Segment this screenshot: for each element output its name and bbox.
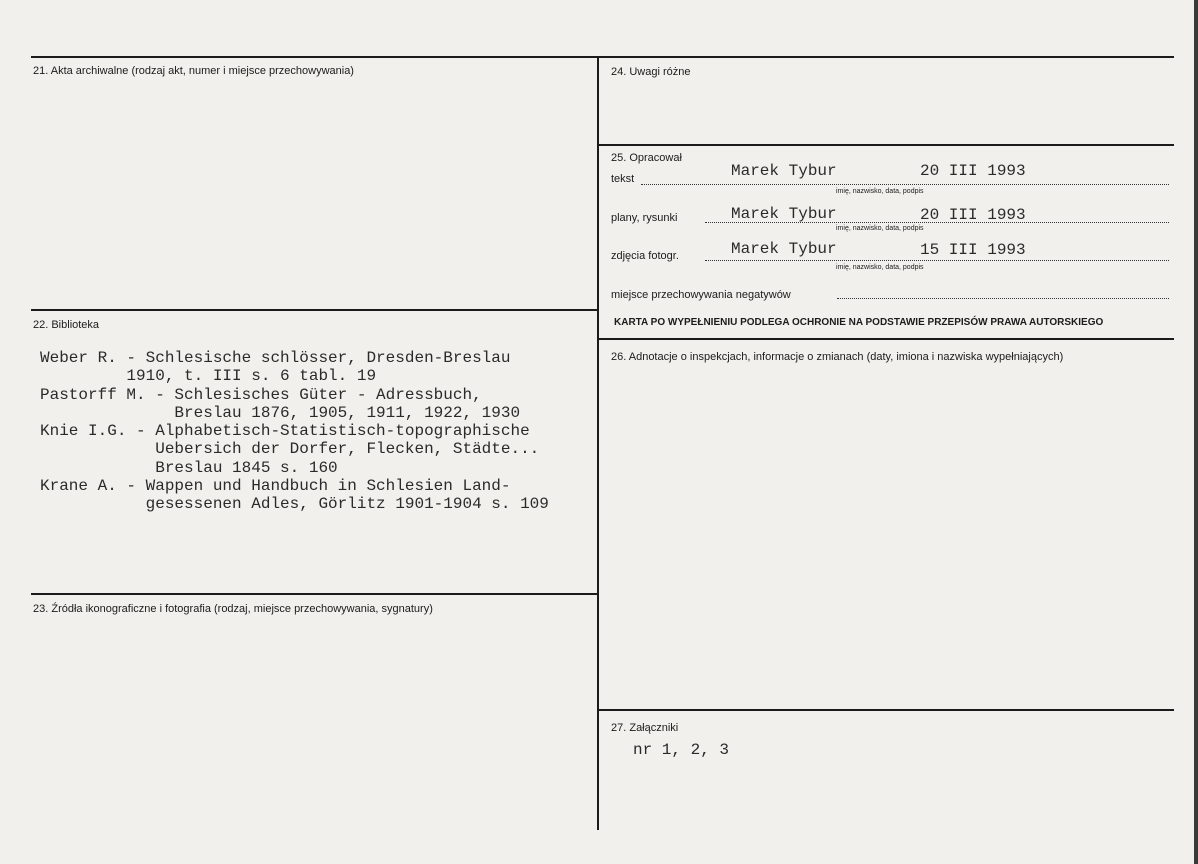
- section-27-label: 27. Załączniki: [611, 722, 679, 734]
- rule-26-27: [599, 709, 1174, 711]
- section-25-label: 25. Opracował: [611, 152, 682, 164]
- drawings-author-caption: imię, nazwisko, data, podpis: [836, 225, 924, 232]
- rule-21-22: [31, 309, 598, 311]
- center-divider: [597, 56, 599, 830]
- bibliography-line: Uebersich der Dorfer, Flecken, Städte...: [40, 440, 540, 459]
- bibliography-line: Knie I.G. - Alphabetisch-Statistisch-topographische: [40, 422, 530, 441]
- section-24-label: 24. Uwagi różne: [611, 66, 691, 78]
- top-rule: [31, 56, 1174, 58]
- bibliography-line: Pastorff M. - Schlesisches Güter - Adressbuch,: [40, 385, 482, 404]
- photos-author-caption: imię, nazwisko, data, podpis: [836, 264, 924, 271]
- section-21-label: 21. Akta archiwalne (rodzaj akt, numer i miejsce przechowywania): [33, 65, 354, 77]
- bibliography-list: [40, 349, 549, 514]
- text-author-name: Marek Tybur: [731, 162, 837, 180]
- drawings-author-name: Marek Tybur: [731, 205, 837, 223]
- text-author-date: 20 III 1993: [920, 162, 1026, 180]
- drawings-author-label: plany, rysunki: [611, 212, 678, 224]
- section-23-label: 23. Źródła ikonograficzne i fotografia (rodzaj, miejsce przechowywania, sygnatury): [33, 603, 433, 615]
- drawings-author-date: 20 III 1993: [920, 206, 1026, 224]
- bibliography-line: Krane A. - Wappen und Handbuch in Schlesien Land-: [40, 477, 511, 496]
- bibliography-line: Breslau 1845 s. 160: [40, 458, 338, 477]
- rule-25-26: [599, 338, 1174, 340]
- bibliography-line: Weber R. - Schlesische schlösser, Dresden-Breslau: [40, 349, 511, 367]
- negatives-storage-line: [837, 298, 1169, 299]
- photos-author-label: zdjęcia fotogr.: [611, 250, 679, 262]
- rule-22-23: [31, 593, 598, 595]
- bibliography-line: gesessenen Adles, Görlitz 1901-1904 s. 109: [40, 495, 549, 514]
- photos-author-date: 15 III 1993: [920, 241, 1026, 259]
- section-22-label: 22. Biblioteka: [33, 319, 100, 331]
- attachments-value: nr 1, 2, 3: [633, 741, 730, 759]
- card-edge: [1194, 0, 1198, 864]
- bibliography-line: 1910, t. III s. 6 tabl. 19: [40, 367, 377, 386]
- negatives-storage-label: miejsce przechowywania negatywów: [611, 289, 791, 301]
- rule-24-25: [599, 144, 1174, 146]
- copyright-notice: KARTA PO WYPEŁNIENIU PODLEGA OCHRONIE NA PODSTAWIE PRZEPISÓW PRAWA AUTORSKIEGO: [614, 317, 1104, 328]
- text-author-label: tekst: [611, 173, 635, 185]
- photos-author-name: Marek Tybur: [731, 240, 837, 258]
- bibliography-line: Breslau 1876, 1905, 1911, 1922, 1930: [40, 403, 521, 422]
- section-26-label: 26. Adnotacje o inspekcjach, informacje o zmianach (daty, imiona i nazwiska wypełniających): [611, 351, 1064, 363]
- photos-author-line: [705, 260, 1169, 261]
- text-author-line: [641, 184, 1169, 185]
- text-author-caption: imię, nazwisko, data, podpis: [836, 188, 924, 195]
